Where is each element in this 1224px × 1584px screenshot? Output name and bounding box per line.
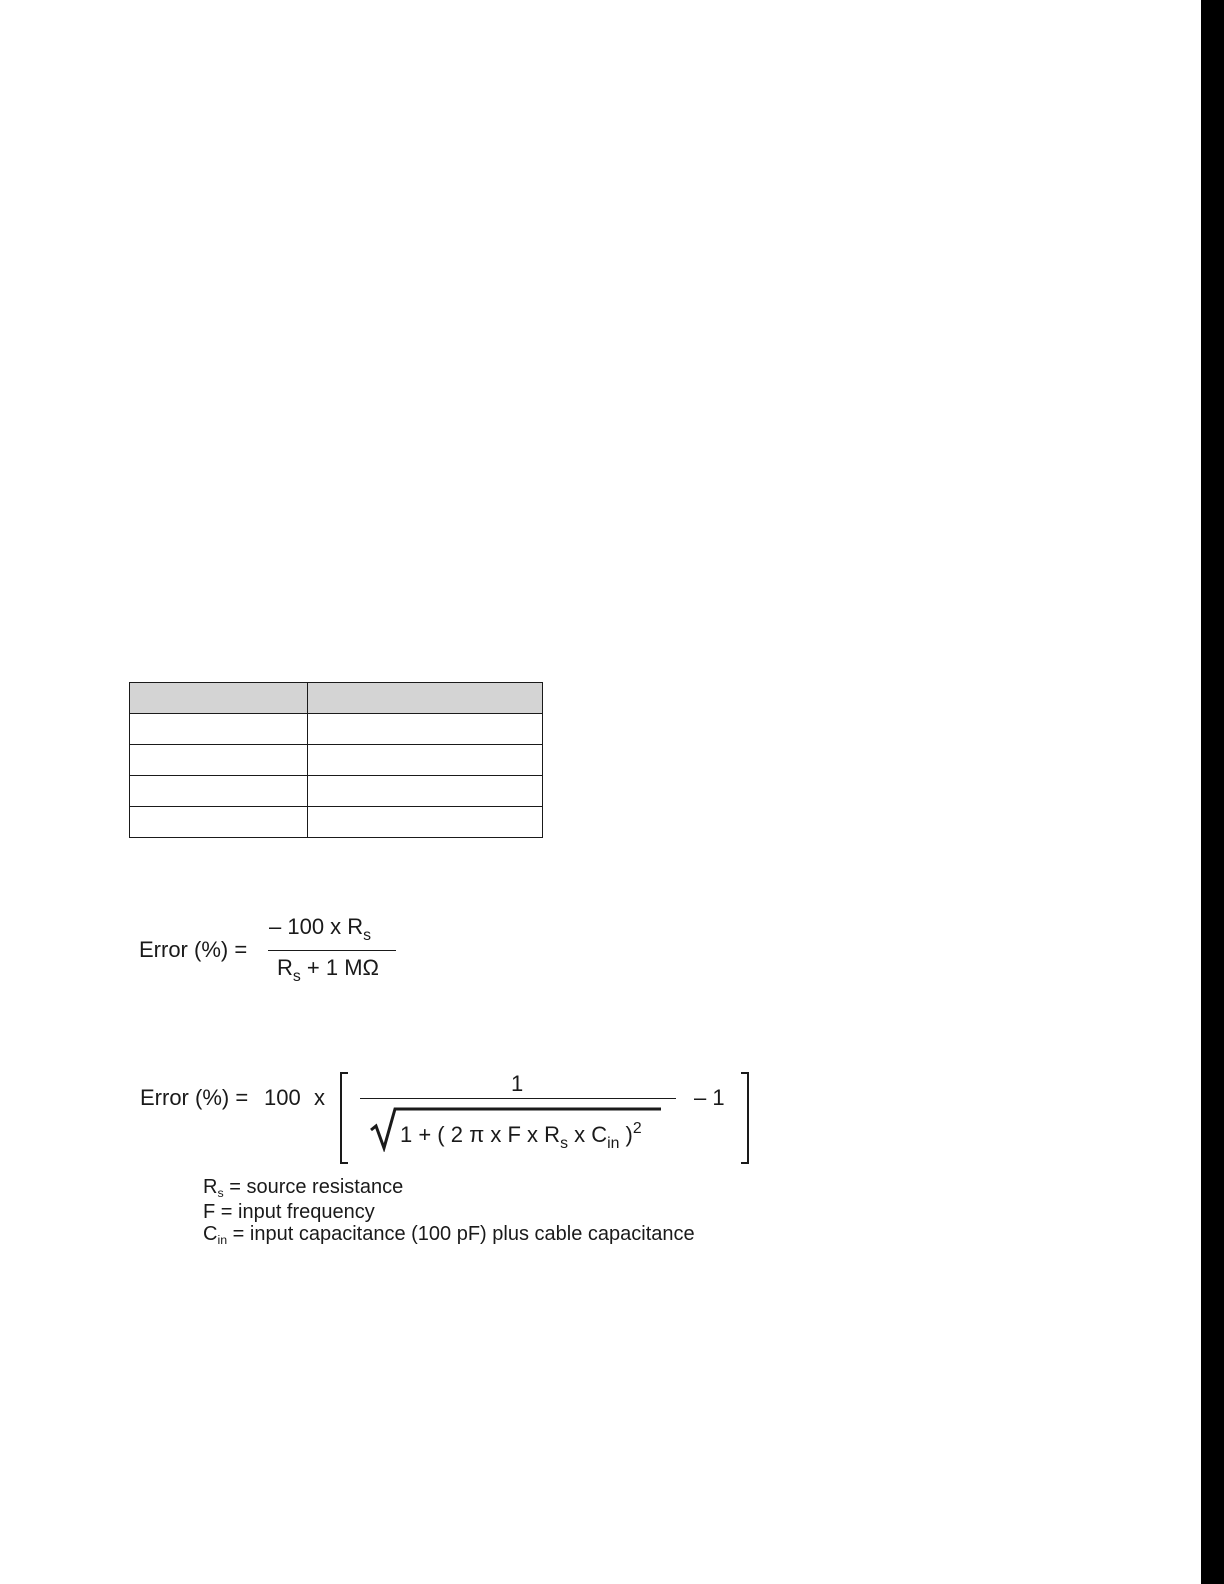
radicand-post: ): [619, 1122, 633, 1147]
formula1-lhs: Error (%) =: [139, 937, 248, 962]
radicand-mid: x C: [567, 1122, 608, 1147]
table-header-cell: [308, 683, 543, 714]
legend-rs-desc: = source resistance: [223, 1176, 404, 1198]
table-row: [130, 714, 543, 745]
formula1-numerator: [269, 914, 372, 945]
formula1-denominator-r: R: [277, 955, 293, 980]
formula1-numerator-text: – 100 x R: [269, 914, 364, 939]
formula2-lhs: Error (%) =: [140, 1085, 249, 1110]
formula2-minus-one: – 1: [694, 1085, 725, 1110]
table-row: [130, 745, 543, 776]
table-cell: [130, 776, 308, 807]
formula1-denominator: [277, 955, 380, 986]
formula2-radicand: [400, 1120, 642, 1153]
formula2-numerator: 1: [511, 1071, 524, 1096]
legend-rs: [203, 1176, 695, 1201]
legend-cin-desc: = input capacitance (100 pF) plus cable capacitance: [227, 1223, 695, 1245]
formula2-fraction-bar: [360, 1098, 676, 1099]
formula1-fraction-bar: [268, 950, 396, 951]
legend-rs-sub: s: [217, 1185, 224, 1200]
right-bracket: [741, 1072, 749, 1164]
page-edge-bar: [1201, 0, 1224, 1584]
legend-cin: [203, 1223, 695, 1248]
legend-rs-symbol: R: [203, 1176, 218, 1198]
table-header-cell: [130, 683, 308, 714]
table-cell: [130, 745, 308, 776]
legend-cin-sub: in: [217, 1232, 228, 1247]
radicand-exponent: 2: [632, 1120, 642, 1138]
variable-legend: [203, 1176, 695, 1248]
table-row: [130, 807, 543, 838]
radicand-rs-sub: s: [560, 1135, 568, 1153]
legend-f: F = input frequency: [203, 1200, 375, 1223]
spec-table: [129, 682, 543, 838]
formula1-denominator-rest: + 1 MΩ: [300, 955, 380, 980]
table-row: [130, 776, 543, 807]
left-bracket: [340, 1072, 348, 1164]
formula1-numerator-sub: s: [363, 927, 372, 945]
radicand-cin-sub: in: [607, 1135, 620, 1153]
table-cell: [308, 807, 543, 838]
table-header-row: [130, 683, 543, 714]
formula1-denominator-sub: s: [292, 968, 301, 986]
table-cell: [308, 745, 543, 776]
table-cell: [308, 776, 543, 807]
formula2-times: x: [314, 1085, 325, 1110]
formula2-multiplier: 100: [264, 1085, 301, 1110]
table-cell: [308, 714, 543, 745]
legend-cin-symbol: C: [203, 1223, 218, 1245]
table-cell: [130, 714, 308, 745]
radicand-pre: 1 + ( 2 π x F x R: [400, 1122, 561, 1147]
table-cell: [130, 807, 308, 838]
